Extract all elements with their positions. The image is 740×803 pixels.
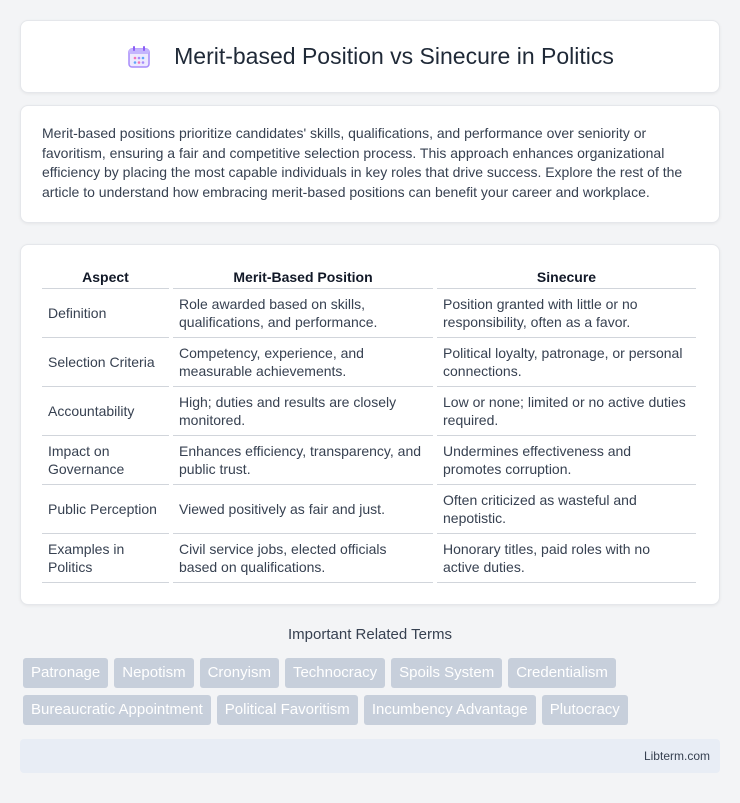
- table-row: [42, 485, 696, 534]
- table-cell: Position granted with little or no responsibility, often as a favor.: [437, 289, 696, 338]
- table-row: [42, 387, 696, 436]
- table-cell: Definition: [42, 289, 169, 338]
- calendar-icon: [126, 44, 152, 70]
- tag-credentialism[interactable]: Credentialism: [508, 658, 616, 688]
- table-cell: Honorary titles, paid roles with no active duties.: [437, 534, 696, 583]
- related-terms-tags: [23, 658, 723, 732]
- table-cell: Viewed positively as fair and just.: [173, 485, 433, 534]
- table-cell: Often criticized as wasteful and nepotistic.: [437, 485, 696, 534]
- table-row: [42, 289, 696, 338]
- table-cell: Enhances efficiency, transparency, and public trust.: [173, 436, 433, 485]
- tag-spoils-system[interactable]: Spoils System: [391, 658, 502, 688]
- title-card: [20, 20, 720, 93]
- tag-technocracy[interactable]: Technocracy: [285, 658, 385, 688]
- comparison-table: [38, 263, 700, 583]
- table-cell: Public Perception: [42, 485, 169, 534]
- table-cell: Selection Criteria: [42, 338, 169, 387]
- tag-cronyism[interactable]: Cronyism: [200, 658, 279, 688]
- table-cell: Role awarded based on skills, qualifications, and performance.: [173, 289, 433, 338]
- tag-political-favoritism[interactable]: Political Favoritism: [217, 695, 358, 725]
- tag-incumbency-advantage[interactable]: Incumbency Advantage: [364, 695, 536, 725]
- tag-patronage[interactable]: Patronage: [23, 658, 108, 688]
- column-header-merit: Merit-Based Position: [173, 263, 433, 289]
- table-row: [42, 534, 696, 583]
- tag-nepotism[interactable]: Nepotism: [114, 658, 193, 688]
- comparison-table-card: [20, 244, 720, 605]
- table-cell: Impact on Governance: [42, 436, 169, 485]
- table-cell: Undermines effectiveness and promotes corruption.: [437, 436, 696, 485]
- table-cell: Political loyalty, patronage, or personal connections.: [437, 338, 696, 387]
- table-row: [42, 338, 696, 387]
- table-cell: Civil service jobs, elected officials based on qualifications.: [173, 534, 433, 583]
- column-header-aspect: Aspect: [42, 263, 169, 289]
- table-header-row: [42, 263, 696, 289]
- tag-bureaucratic-appointment[interactable]: Bureaucratic Appointment: [23, 695, 211, 725]
- table-cell: High; duties and results are closely monitored.: [173, 387, 433, 436]
- tag-row: [23, 658, 723, 688]
- page-title: Merit-based Position vs Sinecure in Politics: [174, 43, 614, 69]
- tag-row: [23, 695, 723, 725]
- intro-text: Merit-based positions prioritize candidates' skills, qualifications, and performance over seniority or favoritism, ensuring a fair and competitive selection process. This approach enhances organizational efficiency by placing the most capable individuals in key roles that drive success. Explore the rest of the article to understand how embracing merit-based positions can benefit your career and workplace.: [42, 125, 683, 200]
- footer-site-link[interactable]: Libterm.com: [643, 749, 710, 763]
- table-cell: Low or none; limited or no active duties required.: [437, 387, 696, 436]
- table-cell: Accountability: [42, 387, 169, 436]
- intro-card: [20, 105, 720, 223]
- tag-plutocracy[interactable]: Plutocracy: [542, 695, 628, 725]
- footer: [20, 739, 720, 773]
- table-cell: Competency, experience, and measurable achievements.: [173, 338, 433, 387]
- table-cell: Examples in Politics: [42, 534, 169, 583]
- table-row: [42, 436, 696, 485]
- column-header-sinecure: Sinecure: [437, 263, 696, 289]
- related-terms-title: Important Related Terms: [288, 626, 452, 643]
